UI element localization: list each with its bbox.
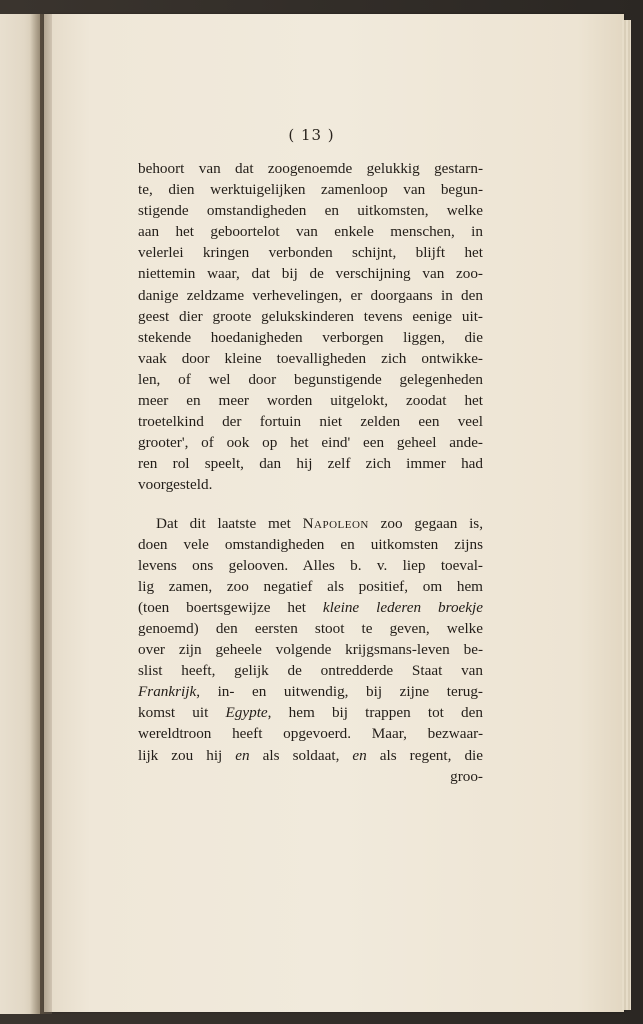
text-line: voorgesteld. — [138, 476, 213, 494]
paragraph-2 — [138, 513, 483, 787]
page-stack-edge — [622, 20, 631, 1010]
text-line: te, dien werktuigelijken zamenloop van begun- — [138, 181, 483, 199]
text-line: stekende hoedanigheden verborgen liggen, die — [138, 328, 483, 346]
text-line: genoemd) den eersten stoot te geven, welke — [138, 619, 483, 637]
text-line: grooter', of ook op het eind' een geheel ande- — [138, 434, 483, 452]
text-line: lig zamen, zoo negatief als positief, om hem — [138, 577, 483, 595]
text-line: geest dier groote gelukskinderen tevens eenige uit- — [138, 307, 483, 325]
text-line: len, of wel door begunstigende gelegenheden — [138, 370, 483, 388]
body-text — [138, 158, 483, 787]
text-line: wereldtroon heeft opgevoerd. Maar, bezwaar- — [138, 725, 483, 743]
book-gutter — [30, 14, 52, 1014]
text-line: danige zeldzame verhevelingen, er doorgaans in den — [138, 286, 483, 304]
text-line: aan het geboortelot van enkele menschen, in — [138, 223, 483, 241]
text-line: meer en meer worden uitgelokt, zoodat het — [138, 392, 483, 410]
text-line: vaak door kleine toevalligheden zich ontwikke- — [138, 349, 483, 367]
page-number: ( 13 ) — [288, 126, 335, 144]
text-line: levens ons gelooven. Alles b. v. liep toeval- — [138, 556, 483, 574]
text-line: komst uit Egypte, hem bij trappen tot den — [138, 704, 483, 722]
text-line: Dat dit laatste met Napoleon zoo gegaan is, — [156, 514, 484, 532]
person-name: Napoleon — [302, 514, 369, 532]
text-line: ren rol speelt, dan hij zelf zich immer had — [138, 455, 483, 473]
text-line: troetelkind der fortuin niet zelden een veel — [138, 413, 483, 431]
text-line: slist heeft, gelijk de ontredderde Staat van — [138, 662, 483, 680]
text-line: doen vele omstandigheden en uitkomsten zijns — [138, 535, 483, 553]
text-line: Frankrijk, in- en uitwendig, bij zijne terug- — [138, 683, 483, 701]
text-line: stigende omstandigheden en uitkomsten, welke — [138, 202, 483, 220]
paragraph-1 — [138, 158, 483, 496]
text-line: lijk zou hij en als soldaat, en als regent, die — [138, 746, 483, 764]
text-line: velerlei kringen verbonden schijnt, blijft het — [138, 244, 483, 262]
text-line: (toen boertsgewijze het kleine lederen broekje — [138, 598, 483, 616]
text-line: niettemin waar, dat bij de verschijning van zoo- — [138, 265, 483, 283]
text-line: behoort van dat zoogenoemde gelukkig gestarn- — [138, 160, 483, 177]
catchword: groo- — [450, 767, 483, 785]
text-line: over zijn geheele volgende krijgsmans-leven be- — [138, 641, 483, 659]
